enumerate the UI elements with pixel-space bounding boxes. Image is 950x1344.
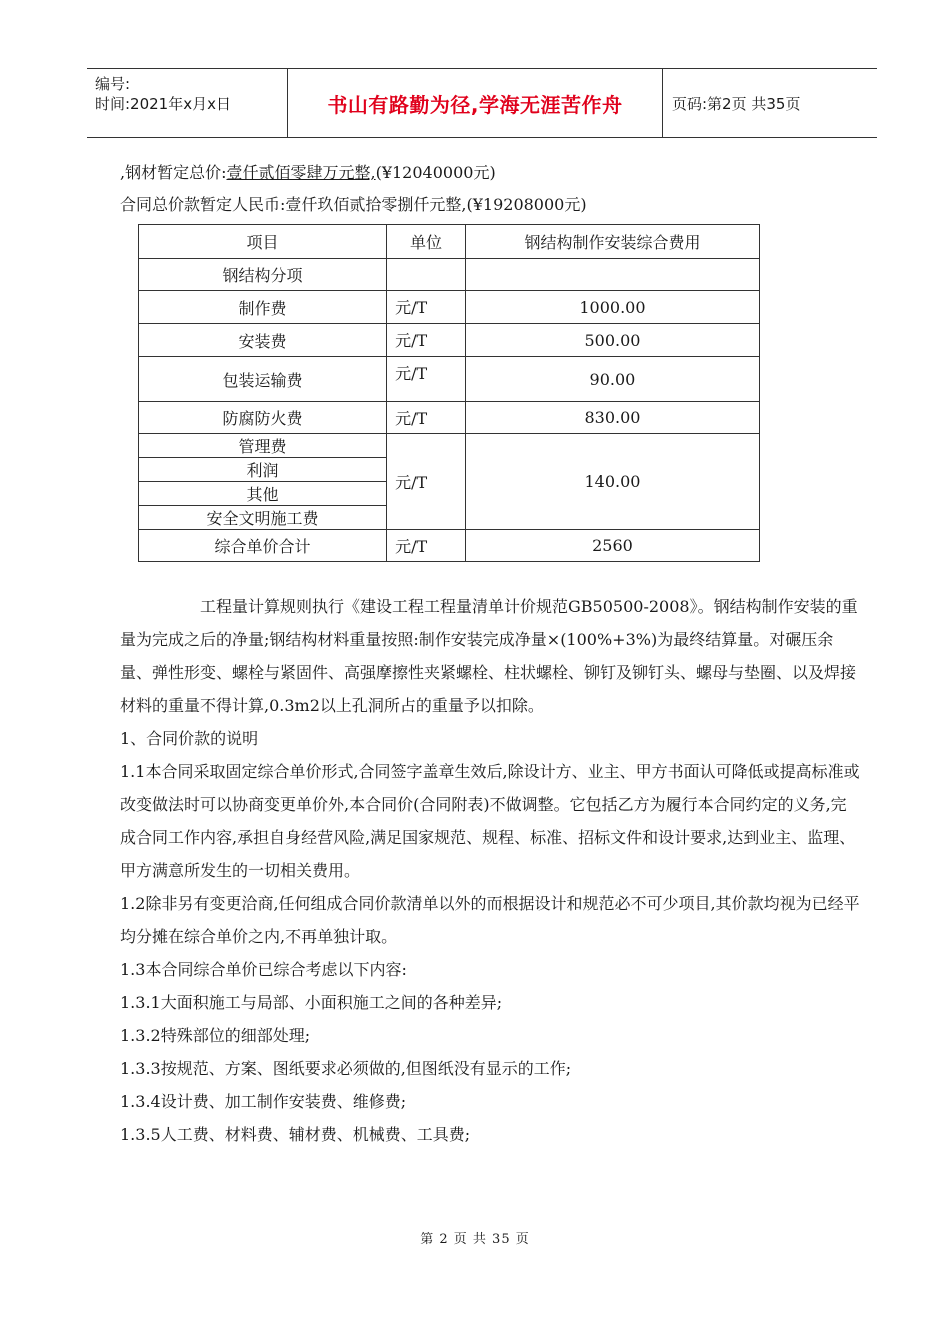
clause-1-3-4: 1.3.4设计费、加工制作安装费、维修费; (120, 1092, 407, 1111)
steel-price-words: 壹仟贰佰零肆万元整, (226, 163, 376, 182)
row-item: 制作费 (139, 291, 387, 324)
steel-price-prefix: ,钢材暂定总价: (120, 163, 227, 182)
group-unit: 元/T (387, 434, 466, 530)
row-item: 包装运输费 (139, 357, 387, 402)
row-value: 830.00 (465, 402, 759, 434)
body-text (120, 590, 860, 1151)
row-value: 1000.00 (465, 291, 759, 324)
header-unit: 单位 (387, 225, 466, 259)
clause-1-3-1: 1.3.1大面积施工与局部、小面积施工之间的各种差异; (120, 993, 503, 1012)
total-value: 2560 (465, 530, 759, 562)
header-meta (87, 69, 287, 137)
table-section-row (139, 259, 760, 291)
clause-1-1: 1.1本合同采取固定综合单价形式,合同签字盖章生效后,除设计方、业主、甲方书面认可降低或提高标准或改变做法时可以协商变更单价外,本合同价(合同附表)不做调整。它包括乙方为履行本合同约定的义务,完成合同工作内容,承担自身经营风险,满足国家规范、规程、标准、招标文件和设计要求,达到业主、监理、甲方满意所发生的一切相关费用。 (120, 762, 860, 880)
group-item: 安全文明施工费 (139, 506, 387, 530)
clause-1-3-2: 1.3.2特殊部位的细部处理; (120, 1026, 311, 1045)
clause-1-3: 1.3本合同综合单价已综合考虑以下内容: (120, 960, 407, 979)
table-header-row (139, 225, 760, 259)
document-time-label: 时间:2021年x月x日 (95, 95, 231, 113)
group-item: 利润 (139, 458, 387, 482)
table-row (139, 291, 760, 324)
row-value: 90.00 (465, 357, 759, 402)
table-row (139, 402, 760, 434)
row-item: 安装费 (139, 324, 387, 357)
row-unit: 元/T (387, 291, 466, 324)
steel-price-number: (¥12040000元) (375, 163, 496, 182)
table-group-row (139, 434, 760, 458)
row-unit: 元/T (387, 324, 466, 357)
row-item: 防腐防火费 (139, 402, 387, 434)
page-header (87, 68, 877, 138)
document-number-label: 编号: (95, 75, 131, 93)
row-value: 500.00 (465, 324, 759, 357)
total-unit: 元/T (387, 530, 466, 562)
table-total-row (139, 530, 760, 562)
section-value-empty (465, 259, 759, 291)
header-cost: 钢结构制作安装综合费用 (465, 225, 759, 259)
header-motto: 书山有路勤为径,学海无涯苦作舟 (287, 69, 663, 137)
group-item: 其他 (139, 482, 387, 506)
clause-1-2: 1.2除非另有变更洽商,任何组成合同价款清单以外的而根据设计和规范必不可少项目,其价款均视为已经平均分摊在综合单价之内,不再单独计取。 (120, 894, 860, 946)
group-value: 140.00 (465, 434, 759, 530)
row-unit: 元/T (387, 402, 466, 434)
steel-price-line (120, 160, 496, 183)
table-row (139, 324, 760, 357)
row-unit: 元/T (387, 357, 466, 402)
contract-total-line: 合同总价款暂定人民币:壹仟玖佰贰拾零捌仟元整,(¥19208000元) (120, 195, 587, 214)
group-item: 管理费 (139, 434, 387, 458)
section-title: 1、合同价款的说明 (120, 729, 259, 748)
clause-1-3-3: 1.3.3按规范、方案、图纸要求必须做的,但图纸没有显示的工作; (120, 1059, 572, 1078)
page-footer: 第 2 页 共 35 页 (420, 1232, 530, 1247)
section-unit-empty (387, 259, 466, 291)
rule-paragraph: 工程量计算规则执行《建设工程工程量清单计价规范GB50500-2008》。钢结构制作安装的重量为完成之后的净量;钢结构材料重量按照:制作安装完成净量×(100%+3%)为最终结算量。对碾压余量、弹性形变、螺栓与紧固件、高强摩擦性夹紧螺栓、柱状螺栓、铆钉及铆钉头、螺母与垫圈、以及焊接材料的重量不得计算,0.3m2以上孔洞所占的重量予以扣除。 (120, 597, 858, 715)
total-item: 综合单价合计 (139, 530, 387, 562)
table-row (139, 357, 760, 402)
clause-1-3-5: 1.3.5人工费、材料费、辅材费、机械费、工具费; (120, 1125, 471, 1144)
header-page-label: 页码:第2页 共35页 (672, 94, 801, 113)
price-table (138, 224, 760, 562)
section-label: 钢结构分项 (139, 259, 387, 291)
header-item: 项目 (139, 225, 387, 259)
